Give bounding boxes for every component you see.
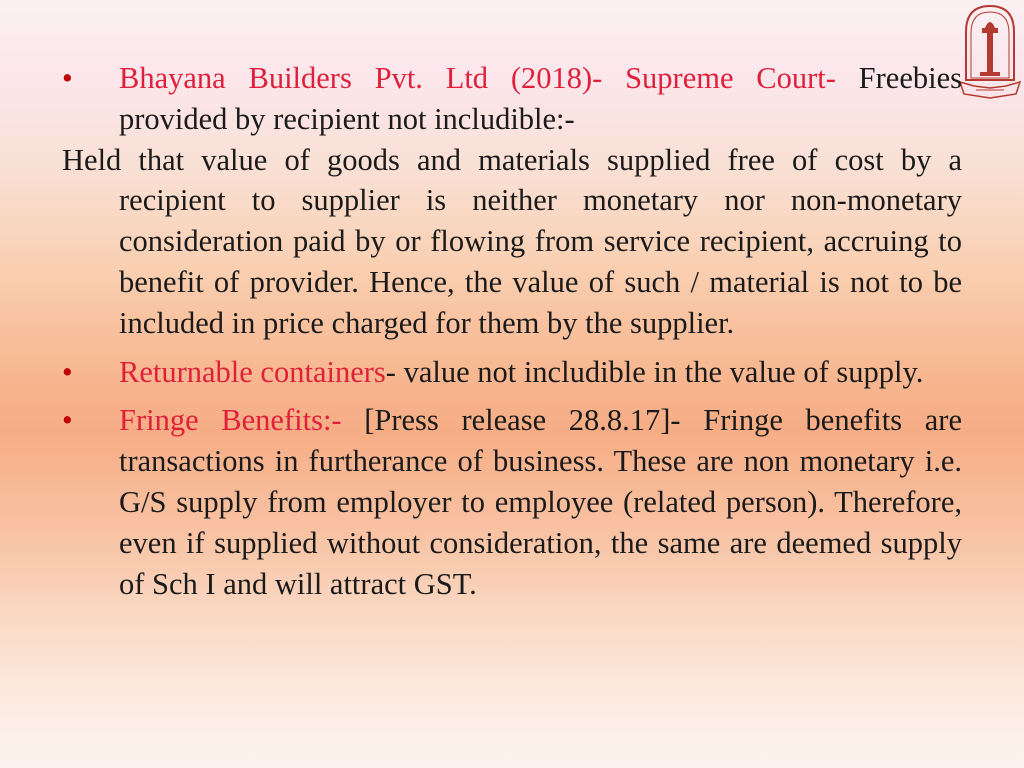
bullet-item bbox=[62, 352, 962, 393]
topic-title: Fringe Benefits:- bbox=[119, 403, 342, 438]
held-paragraph: Held that value of goods and materials supplied free of cost by a recipient to supplier is neither monetary nor non-monetary consideration paid by or flowing from service recipient, accruing to benefit of provider. Hence, the value of such / material is not to be included in price charged for them by the supplier. bbox=[62, 142, 962, 340]
topic-title: Returnable containers bbox=[119, 354, 386, 389]
item-text: [Press release 28.8.17]- Fringe benefits are transactions in furtherance of business. These are non monetary i.e. G/S supply from employer to employee (related person). Therefore, even if supplied without consideration, the same are deemed supply of Sch I and will attract GST. bbox=[119, 403, 962, 601]
bullet-icon: • bbox=[62, 354, 73, 389]
bullet-item bbox=[62, 400, 962, 604]
item-text: Freebies provided by recipient not includible:- bbox=[119, 61, 963, 136]
bullet-icon: • bbox=[62, 403, 73, 438]
bullet-icon: • bbox=[62, 61, 73, 95]
case-title: Bhayana Builders Pvt. Ltd (2018)- Supreme Court- bbox=[119, 61, 836, 95]
slide-content bbox=[62, 58, 962, 604]
institute-seal-logo bbox=[958, 2, 1022, 104]
bullet-item bbox=[62, 58, 962, 140]
item-text: - value not includible in the value of supply. bbox=[385, 354, 924, 389]
